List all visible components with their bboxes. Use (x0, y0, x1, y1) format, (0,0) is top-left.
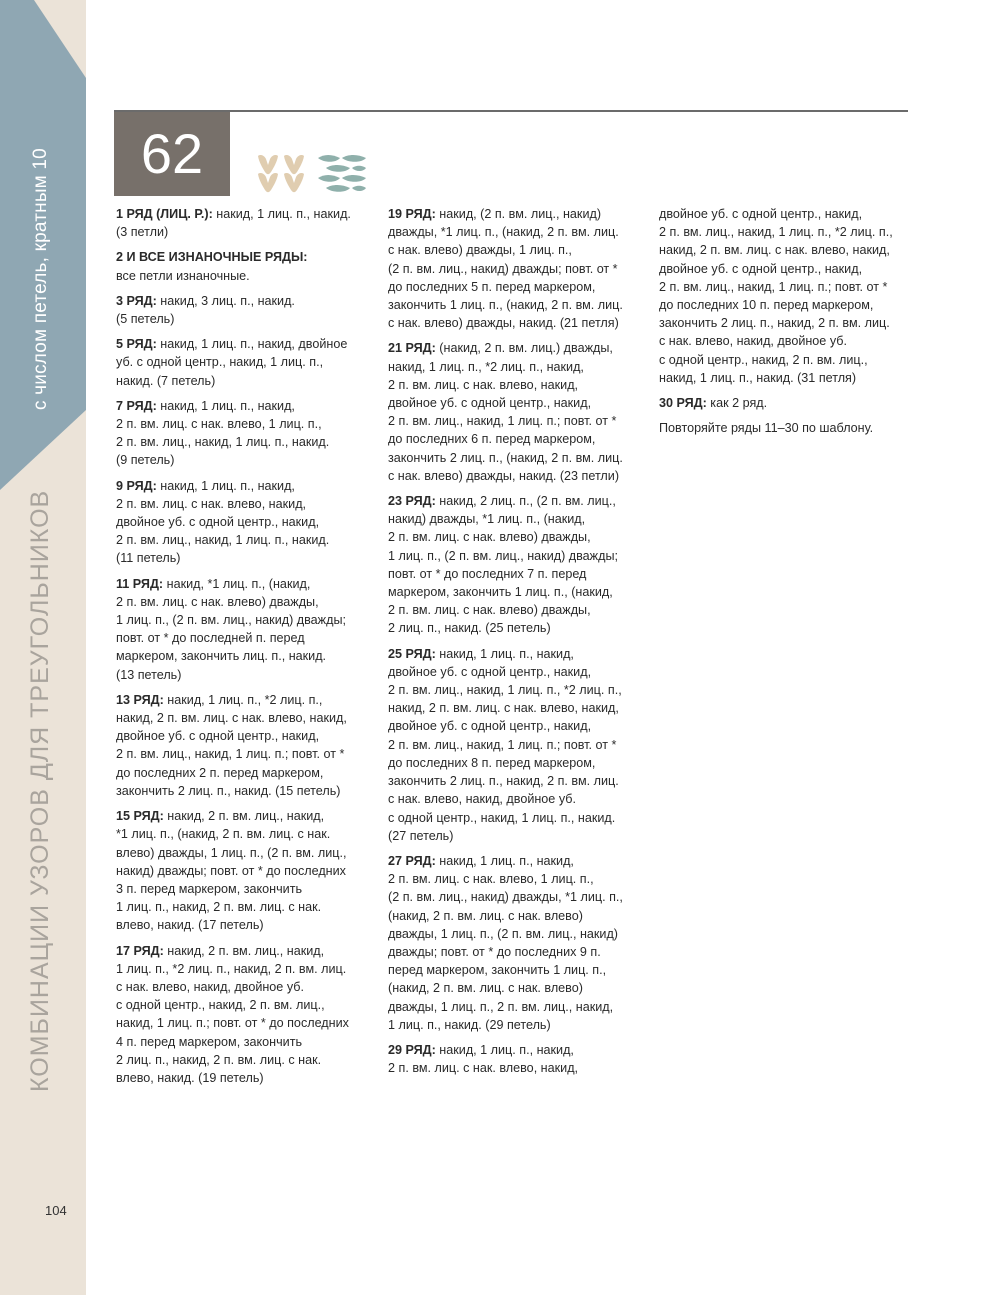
row-instruction (116, 205, 378, 241)
instruction-text: (9 петель) (116, 453, 175, 468)
instruction-text: дважды, 1 лиц. п., (2 п. вм. лиц., накид) (388, 926, 618, 941)
instruction-line (659, 314, 921, 332)
instruction-text: 1 лиц. п., накид. (29 петель) (388, 1017, 551, 1032)
instruction-line (388, 809, 650, 827)
section-subtitle: с числом петель, кратным 10 (30, 148, 51, 410)
instruction-text: с нак. влево) дважды, накид. (23 петли) (388, 468, 620, 483)
instruction-text: 2 п. вм. лиц. с нак. влево, накид, (116, 496, 307, 511)
instruction-line (388, 205, 650, 223)
instruction-line (116, 1069, 378, 1087)
instruction-text: влево) дважды, 1 лиц. п., (2 п. вм. лиц., (116, 845, 347, 860)
instruction-line (116, 611, 378, 629)
instruction-text: до последних 10 п. перед маркером, (659, 298, 874, 313)
instruction-line (388, 358, 650, 376)
instruction-line (116, 844, 378, 862)
row-instruction (388, 205, 650, 332)
instruction-line (659, 394, 921, 412)
instruction-line (116, 451, 378, 469)
instruction-text: накид, 1 лиц. п., накид, двойное (156, 337, 348, 352)
instruction-line (116, 593, 378, 611)
instruction-line (659, 296, 921, 314)
instruction-text: накид, (2 п. вм. лиц., накид) (435, 207, 602, 221)
instruction-text: Повторяйте ряды 11–30 по шаблону. (659, 421, 874, 436)
row-label: 1 РЯД (ЛИЦ. Р.): (116, 207, 213, 221)
instruction-line (116, 353, 378, 371)
instruction-text: 3 п. перед маркером, закончить (116, 881, 303, 896)
row-label: 19 РЯД: (388, 207, 436, 221)
instruction-text: 2 п. вм. лиц. с нак. влево, 1 лиц. п., (388, 872, 594, 887)
instruction-text: с нак. влево, накид, двойное уб. (116, 979, 304, 994)
row-instruction (116, 335, 378, 390)
row-label: 30 РЯД: (659, 396, 707, 411)
instruction-text: все петли изнаночные. (116, 268, 250, 283)
instruction-text: 2 п. вм. лиц., накид, 1 лиц. п.; повт. от * (659, 279, 888, 294)
instruction-text: (накид, 2 п. вм. лиц. с нак. влево) (388, 981, 583, 996)
instruction-text: *1 лиц. п., (накид, 2 п. вм. лиц. с нак. (116, 827, 331, 842)
instruction-text: с нак. влево) дважды, накид. (21 петля) (388, 316, 619, 331)
row-instruction (116, 942, 378, 1088)
instruction-line (388, 430, 650, 448)
row-instruction (388, 645, 650, 845)
instruction-text: 2 п. вм. лиц. с нак. влево, 1 лиц. п., (116, 417, 322, 432)
instruction-line (116, 372, 378, 390)
instruction-text: (накид, 2 п. вм. лиц.) дважды, (435, 341, 613, 356)
instruction-line (388, 925, 650, 943)
instruction-line (116, 205, 378, 223)
instruction-line (116, 727, 378, 745)
instruction-line (388, 1059, 650, 1077)
instruction-line (388, 645, 650, 663)
instruction-line (116, 223, 378, 241)
instruction-text: маркером, закончить 1 лиц. п., (накид, (388, 585, 613, 600)
instruction-line (116, 666, 378, 684)
instruction-text: двойное уб. с одной центр., накид, (659, 207, 863, 221)
row-instruction (116, 691, 378, 800)
instruction-text: (11 петель) (116, 551, 181, 566)
instruction-text: накид, 2 п. вм. лиц. с нак. влево, накид, (388, 701, 619, 716)
instruction-line (388, 296, 650, 314)
instruction-line (388, 888, 650, 906)
instruction-text: 2 п. вм. лиц., накид, 1 лиц. п.; повт. от * (388, 414, 617, 429)
instruction-text: накид) дважды, *1 лиц. п., (накид, (388, 512, 586, 527)
instruction-line (388, 278, 650, 296)
instruction-line (659, 223, 921, 241)
instruction-line (388, 998, 650, 1016)
instruction-line (388, 314, 650, 332)
instruction-line (388, 790, 650, 808)
instruction-text: накид, 1 лиц. п., накид, (156, 478, 295, 493)
instruction-line (116, 709, 378, 727)
instruction-text: (3 петли) (116, 225, 169, 240)
instruction-text: 2 п. вм. лиц. с нак. влево) дважды, (116, 594, 319, 609)
row-instruction (116, 807, 378, 934)
row-label: 15 РЯД: (116, 809, 164, 824)
instruction-line (116, 248, 378, 266)
instruction-text: двойное уб. с одной центр., накид, (116, 729, 320, 744)
row-instruction (388, 339, 650, 485)
instruction-text: с нак. влево, накид, двойное уб. (659, 334, 847, 349)
instruction-text: до последних 6 п. перед маркером, (388, 432, 596, 447)
instruction-line (116, 433, 378, 451)
instruction-line (116, 292, 378, 310)
instruction-line (388, 241, 650, 259)
instruction-line (388, 754, 650, 772)
instruction-line (388, 1041, 650, 1059)
instruction-text: до последних 5 п. перед маркером, (388, 279, 596, 294)
instruction-text: накид, 2 п. вм. лиц. с нак. влево, накид, (659, 243, 890, 258)
row-label: 5 РЯД: (116, 337, 157, 352)
instruction-text: 2 п. вм. лиц., накид, 1 лиц. п.; повт. от * (388, 737, 617, 752)
instruction-text: накид, 2 п. вм. лиц., накид, (163, 809, 325, 824)
instruction-line (388, 907, 650, 925)
instruction-line (116, 397, 378, 415)
row-label: 25 РЯД: (388, 646, 436, 661)
instruction-text: до последних 8 п. перед маркером, (388, 755, 596, 770)
instruction-line (388, 852, 650, 870)
row-label: 29 РЯД: (388, 1042, 436, 1057)
instruction-text: 2 п. вм. лиц. с нак. влево) дважды, (388, 603, 591, 618)
instruction-text: уб. с одной центр., накид, 1 лиц. п., (116, 355, 324, 370)
section-title: КОМБИНАЦИИ УЗОРОВ ДЛЯ ТРЕУГОЛЬНИКОВ (26, 489, 54, 1092)
instruction-line (116, 647, 378, 665)
row-label: 9 РЯД: (116, 478, 157, 493)
instruction-line (116, 916, 378, 934)
instruction-text: накид, 3 лиц. п., накид. (156, 293, 295, 308)
instruction-line (388, 699, 650, 717)
instruction-line (388, 339, 650, 357)
instruction-text: 1 лиц. п., (2 п. вм. лиц., накид) дважды; (116, 613, 346, 628)
instructions-column-3 (659, 205, 921, 444)
instruction-line (116, 629, 378, 647)
instruction-line (116, 898, 378, 916)
row-label: 11 РЯД: (116, 576, 164, 591)
instruction-line (116, 415, 378, 433)
instruction-line (116, 1051, 378, 1069)
instruction-line (388, 467, 650, 485)
instruction-text: (13 петель) (116, 667, 182, 682)
instruction-text: 4 п. перед маркером, закончить (116, 1034, 303, 1049)
instruction-line (388, 979, 650, 997)
row-instruction (116, 575, 378, 684)
instruction-line (659, 241, 921, 259)
header-rule (114, 110, 908, 112)
instruction-text: повт. от * до последней п. перед (116, 631, 305, 646)
instruction-line (388, 449, 650, 467)
instruction-text: дважды, 1 лиц. п., 2 п. вм. лиц., накид, (388, 999, 614, 1014)
instruction-text: 2 лиц. п., накид. (25 петель) (388, 621, 551, 636)
instruction-line (388, 772, 650, 790)
instruction-line (116, 549, 378, 567)
row-instruction (388, 852, 650, 1034)
purl-stitch-icon (316, 153, 368, 193)
instruction-line (388, 736, 650, 754)
instruction-text: двойное уб. с одной центр., накид, (388, 719, 592, 734)
instruction-text: 1 лиц. п., *2 лиц. п., накид, 2 п. вм. лиц. (116, 961, 347, 976)
instruction-text: 2 п. вм. лиц., накид, 1 лиц. п., накид. (116, 435, 330, 450)
instruction-text: накид, 1 лиц. п., накид, (435, 646, 574, 661)
row-instruction (388, 1041, 650, 1077)
instruction-line (388, 601, 650, 619)
row-label: 23 РЯД: (388, 494, 436, 509)
instruction-line (116, 996, 378, 1014)
page-number: 104 (45, 1203, 67, 1218)
instruction-text: с одной центр., накид, 2 п. вм. лиц., (116, 998, 325, 1013)
instruction-text: закончить 2 лиц. п., накид, 2 п. вм. лиц. (388, 774, 619, 789)
instruction-line (116, 495, 378, 513)
instruction-line (388, 565, 650, 583)
pattern-number: 62 (114, 112, 230, 196)
instruction-line (116, 575, 378, 593)
instruction-text: накид, 1 лиц. п., накид, (435, 1042, 574, 1057)
instruction-line (116, 862, 378, 880)
instruction-text: дважды, *1 лиц. п., (накид, 2 п. вм. лиц. (388, 225, 619, 240)
instruction-line (388, 827, 650, 845)
instruction-text: 1 лиц. п., накид, 2 п. вм. лиц. с нак. (116, 900, 322, 915)
instruction-text: повт. от * до последних 7 п. перед (388, 566, 587, 581)
instruction-line (388, 223, 650, 241)
instruction-text: с нак. влево) дважды, 1 лиц. п., (388, 243, 572, 258)
knit-stitch-icon (256, 153, 308, 193)
instruction-text: накид, 1 лиц. п., *2 лиц. п., накид, (388, 359, 584, 374)
instruction-line (659, 369, 921, 387)
instruction-text: 2 п. вм. лиц. с нак. влево, накид, (388, 377, 579, 392)
instruction-text: 2 п. вм. лиц., накид, 1 лиц. п., *2 лиц. п., (388, 683, 622, 698)
instruction-line (388, 870, 650, 888)
row-label: 13 РЯД: (116, 692, 164, 707)
instruction-text: накид. (7 петель) (116, 373, 216, 388)
instruction-line (659, 351, 921, 369)
instruction-text: двойное уб. с одной центр., накид, (659, 261, 863, 276)
instruction-line (388, 510, 650, 528)
instruction-text: 2 п. вм. лиц., накид, 1 лиц. п., *2 лиц. п., (659, 225, 893, 240)
instruction-line (116, 807, 378, 825)
instruction-line (116, 477, 378, 495)
row-instruction (116, 292, 378, 328)
instruction-text: 1 лиц. п., (2 п. вм. лиц., накид) дважды; (388, 548, 618, 563)
instruction-text: 2 п. вм. лиц. с нак. влево) дважды, (388, 530, 591, 545)
instruction-text: (2 п. вм. лиц., накид) дважды; повт. от * (388, 261, 618, 276)
instruction-line (388, 376, 650, 394)
instruction-text: как 2 ряд. (706, 396, 768, 411)
instruction-text: накид, 2 лиц. п., (2 п. вм. лиц., (435, 494, 616, 509)
row-label: 3 РЯД: (116, 293, 157, 308)
instruction-text: перед маркером, закончить 1 лиц. п., (388, 963, 607, 978)
instruction-line (388, 1016, 650, 1034)
row-label: 7 РЯД: (116, 398, 157, 413)
instruction-line (388, 547, 650, 565)
instruction-line (116, 1014, 378, 1032)
instruction-line (388, 260, 650, 278)
instruction-line (388, 583, 650, 601)
instruction-text: с одной центр., накид, 2 п. вм. лиц., (659, 352, 868, 367)
row-label: 21 РЯД: (388, 341, 436, 356)
instruction-text: 2 п. вм. лиц., накид, 1 лиц. п.; повт. от * (116, 747, 345, 762)
instruction-text: 2 лиц. п., накид, 2 п. вм. лиц. с нак. (116, 1052, 322, 1067)
instruction-text: накид, 1 лиц. п., накид. (31 петля) (659, 370, 857, 385)
instruction-text: (27 петель) (388, 828, 454, 843)
instruction-line (388, 681, 650, 699)
instruction-line (659, 205, 921, 223)
instruction-text: двойное уб. с одной центр., накид, (116, 515, 320, 530)
instruction-text: накид, 2 п. вм. лиц., накид, (163, 943, 325, 958)
instruction-line (116, 942, 378, 960)
instruction-text: закончить 2 лиц. п., накид, 2 п. вм. лиц. (659, 316, 890, 331)
instruction-line (116, 1033, 378, 1051)
instruction-line (659, 419, 921, 437)
instruction-line (388, 492, 650, 510)
row-instruction (388, 492, 650, 638)
instruction-line (116, 764, 378, 782)
instruction-text: с одной центр., накид, 1 лиц. п., накид. (388, 810, 616, 825)
row-instruction (116, 248, 378, 284)
instruction-text: двойное уб. с одной центр., накид, (388, 396, 592, 411)
instruction-text: накид, 1 лиц. п., *2 лиц. п., (163, 692, 323, 707)
instruction-line (116, 880, 378, 898)
instruction-text: накид, 2 п. вм. лиц. с нак. влево, накид, (116, 711, 347, 726)
instruction-line (388, 961, 650, 979)
instructions-column-1 (116, 205, 378, 1094)
row-label: 27 РЯД: (388, 853, 436, 868)
instruction-text: до последних 2 п. перед маркером, (116, 765, 324, 780)
instruction-text: 2 п. вм. лиц. с нак. влево, накид, (388, 1061, 579, 1076)
instructions-column-2 (388, 205, 650, 1084)
instruction-line (116, 531, 378, 549)
instruction-line (388, 528, 650, 546)
instruction-text: накид, 1 лиц. п.; повт. от * до последних (116, 1016, 349, 1031)
instruction-line (116, 335, 378, 353)
instruction-line (388, 663, 650, 681)
instruction-text: закончить 2 лиц. п., (накид, 2 п. вм. лиц. (388, 450, 623, 465)
row-instruction (659, 419, 921, 437)
instruction-text: дважды; повт. от * до последних 9 п. (388, 944, 601, 959)
instruction-line (388, 619, 650, 637)
row-instruction (659, 205, 921, 387)
instruction-line (388, 717, 650, 735)
row-instruction (116, 397, 378, 470)
instruction-line (659, 278, 921, 296)
instruction-text: с нак. влево, накид, двойное уб. (388, 792, 576, 807)
instruction-text: двойное уб. с одной центр., накид, (388, 664, 592, 679)
instruction-line (116, 745, 378, 763)
instruction-line (116, 267, 378, 285)
instruction-line (116, 960, 378, 978)
row-instruction (659, 394, 921, 412)
instruction-text: закончить 2 лиц. п., накид. (15 петель) (116, 783, 341, 798)
instruction-line (116, 691, 378, 709)
instruction-line (388, 394, 650, 412)
instruction-text: влево, накид. (17 петель) (116, 918, 264, 933)
row-instruction (116, 477, 378, 568)
instruction-text: накид, *1 лиц. п., (накид, (163, 576, 311, 591)
instruction-line (659, 260, 921, 278)
instruction-text: маркером, закончить лиц. п., накид. (116, 649, 327, 664)
instruction-line (388, 943, 650, 961)
instruction-text: закончить 1 лиц. п., (накид, 2 п. вм. лиц. (388, 298, 623, 313)
instruction-line (116, 513, 378, 531)
instruction-line (116, 978, 378, 996)
sidebar (0, 0, 86, 1295)
instruction-text: накид, 1 лиц. п., накид, (156, 398, 295, 413)
instruction-text: влево, накид. (19 петель) (116, 1070, 264, 1085)
instruction-line (116, 310, 378, 328)
instruction-text: накид, 1 лиц. п., накид, (435, 853, 574, 868)
instruction-line (116, 825, 378, 843)
row-label: 17 РЯД: (116, 943, 164, 958)
instruction-line (116, 782, 378, 800)
instruction-text: (накид, 2 п. вм. лиц. с нак. влево) (388, 908, 583, 923)
instruction-line (388, 412, 650, 430)
row-label: 2 И ВСЕ ИЗНАНОЧНЫЕ РЯДЫ: (116, 250, 308, 265)
instruction-text: накид, 1 лиц. п., накид. (212, 207, 351, 221)
instruction-text: 2 п. вм. лиц., накид, 1 лиц. п., накид. (116, 533, 330, 548)
instruction-text: накид) дважды; повт. от * до последних (116, 863, 346, 878)
instruction-text: (5 петель) (116, 312, 175, 327)
instruction-text: (2 п. вм. лиц., накид) дважды, *1 лиц. п., (388, 890, 623, 905)
instruction-line (659, 332, 921, 350)
